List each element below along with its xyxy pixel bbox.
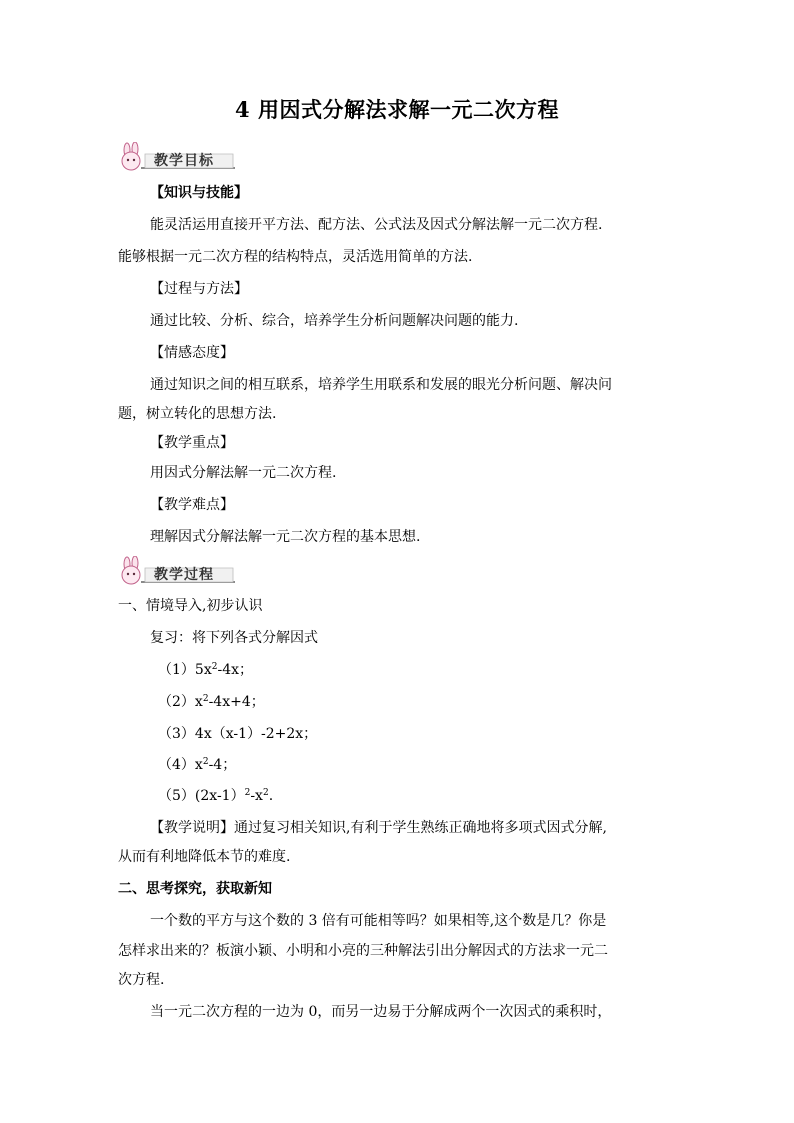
exercise-item-3: （3）4x（x-1）-2+2x； xyxy=(158,726,318,742)
exercise-item-5: $(5)(2x-1)^2-x^2$. xyxy=(158,788,274,804)
knowledge-paragraph-line1: 能灵活运用直接开平方法、配方法、公式法及因式分解法解一元二次方程. xyxy=(150,217,603,233)
last-paragraph-line1: 当一元二次方程的一边为 0，而另一边易于分解成两个一次因式的乘积时， xyxy=(150,1004,612,1020)
explore-paragraph-line3: 次方程. xyxy=(118,972,165,988)
explore-paragraph-line1: 一个数的平方与这个数的 3 倍有可能相等吗？如果相等,这个数是几？你是 xyxy=(150,913,607,929)
key-points-paragraph: 用因式分解法解一元二次方程. xyxy=(150,465,337,481)
teaching-note-line2: 从而有利地降低本节的难度. xyxy=(118,849,291,865)
teaching-process-badge xyxy=(115,556,240,590)
page-title: 4 用因式分解法求解一元二次方程 xyxy=(235,97,559,122)
explore-paragraph-line2: 怎样求出来的？板演小颖、小明和小亮的三种解法引出分解因式的方法求一元二 xyxy=(118,943,608,959)
difficulty-paragraph: 理解因式分解法解一元二次方程的基本思想. xyxy=(150,529,421,545)
part1-heading: 一、情境导入,初步认识 xyxy=(118,598,263,614)
teaching-note-line1: 【教学说明】通过复习相关知识,有利于学生熟练正确地将多项式因式分解, xyxy=(150,820,607,836)
knowledge-paragraph-line2: 能够根据一元二次方程的结构特点，灵活选用简单的方法. xyxy=(118,249,473,265)
attitude-paragraph-line1: 通过知识之间的相互联系，培养学生用联系和发展的眼光分析问题、解决问 xyxy=(150,377,612,393)
review-line: 复习：将下列各式分解因式 xyxy=(150,630,318,646)
key-points-heading: 【教学重点】 xyxy=(150,435,234,451)
attitude-paragraph-line2: 题，树立转化的思想方法. xyxy=(118,406,277,422)
method-paragraph: 通过比较、分析、综合，培养学生分析问题解决问题的能力. xyxy=(150,313,519,329)
method-heading: 【过程与方法】 xyxy=(150,281,248,297)
knowledge-heading: 【知识与技能】 xyxy=(150,185,248,201)
teaching-goals-badge xyxy=(115,142,240,176)
exercise-item-2: $(2)x^2-4x+4$； xyxy=(158,694,265,710)
teaching-goals-label: 教学目标 xyxy=(154,153,214,169)
teaching-process-label: 教学过程 xyxy=(154,567,214,583)
exercise-item-1: $(1)5x^2-4x$； xyxy=(158,662,254,678)
attitude-heading: 【情感态度】 xyxy=(150,345,234,361)
part2-heading: 二、思考探究，获取新知 xyxy=(118,881,272,897)
difficulty-heading: 【教学难点】 xyxy=(150,497,234,513)
exercise-item-4: $(4)x^2-4$； xyxy=(158,757,237,773)
